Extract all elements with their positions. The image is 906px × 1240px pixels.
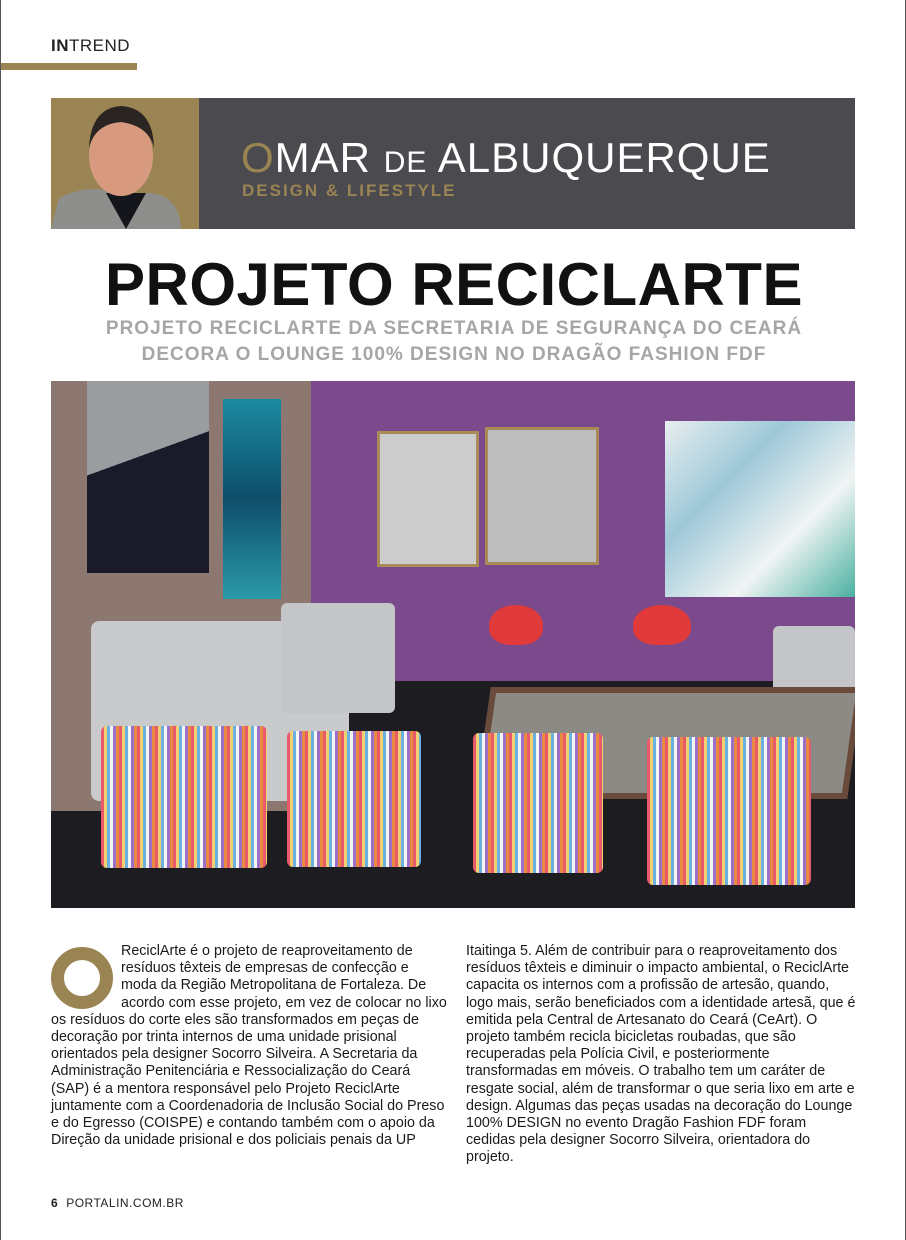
page-footer: [51, 1196, 184, 1210]
painting-abstract: [87, 381, 209, 573]
columnist-banner: [51, 98, 855, 229]
columnist-portrait: [51, 98, 199, 229]
page-number: 6: [51, 1196, 59, 1210]
section-label: [51, 36, 130, 56]
textile-stool: [101, 726, 267, 868]
article-column-1: [51, 943, 447, 1149]
columnist-tagline: DESIGN & LIFESTYLE: [242, 181, 457, 200]
footer-site: PORTALIN.COM.BR: [66, 1196, 184, 1210]
textile-stool: [287, 731, 421, 867]
red-chair: [633, 605, 691, 645]
name-de: DE: [383, 146, 428, 179]
drop-cap-o: [51, 947, 113, 1009]
name-first: MAR: [274, 134, 372, 181]
article-subtitle-line2: DECORA O LOUNGE 100% DESIGN NO DRAGÃO FASHION FDF: [141, 344, 767, 365]
article-title: PROJETO RECICLARTE: [105, 251, 803, 318]
article-photo-lounge: [51, 381, 855, 908]
article-text-1: ReciclArte é o projeto de reaproveitamento de resíduos têxteis de empresas de confecção e moda da Região Metropolitana de Fortaleza. De acordo com esse projeto, em vez de colocar no lixo os resíduos do corte eles são transformados em peças de decoração por trinta internos de uma unidade prisional orientados pela designer Socorro Silveira. A Secretaria da Administração Penitenciária e Ressocialização do Ceará (SAP) é a mentora responsável pelo Projeto ReciclArte juntamente com a Coordenadoria de Inclusão Social do Preso e do Egresso (COISPE) e contando também com o apoio da Direção da unidade prisional e dos policiais penais da UP: [51, 943, 447, 1149]
painting-abstract-white: [665, 421, 855, 597]
article-subtitle-line1: PROJETO RECICLARTE DA SECRETARIA DE SEGURANÇA DO CEARÁ: [105, 318, 803, 339]
painting-vogue: [377, 431, 479, 567]
name-last: ALBUQUERQUE: [437, 134, 771, 181]
columnist-name: [241, 134, 771, 182]
section-label-bold: IN: [51, 36, 69, 55]
textile-stool: [647, 737, 811, 885]
name-initial: O: [241, 134, 275, 181]
red-chair: [489, 605, 543, 645]
painting-queen: [485, 427, 599, 565]
painting-blue: [223, 399, 281, 599]
section-rule: [1, 63, 137, 70]
textile-stool: [473, 733, 603, 873]
section-label-rest: TREND: [69, 36, 131, 55]
article-column-2: Itaitinga 5. Além de contribuir para o reaproveitamento dos resíduos têxteis e diminuir o impacto ambiental, o ReciclArte capacita os internos com a profissão de artesão, quando, logo mais, serão beneficiados com a identidade artesã, que é emitida pela Central de Artesanato do Ceará (CeArt). O projeto também recicla bicicletas roubadas, que são recuperadas pela Polícia Civil, e posteriormente transformadas em móveis. O trabalho tem um caráter de resgate social, além de transformar o que seria lixo em arte e design. Algumas das peças usadas na decoração do Lounge 100% DESIGN no evento Dragão Fashion FDF foram cedidas pela designer Socorro Silveira, orientadora do projeto.: [466, 943, 856, 1166]
